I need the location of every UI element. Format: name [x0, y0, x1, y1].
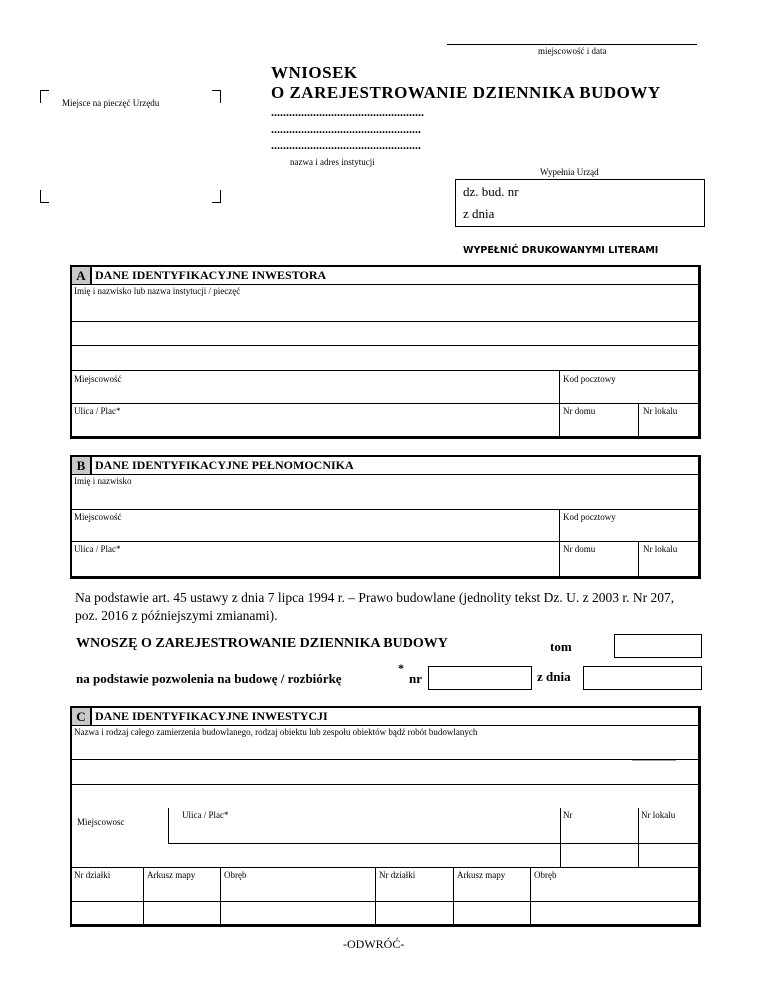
- stamp-corner-tl: [40, 90, 49, 103]
- stamp-label: Miejsce na pieczęć Urzędu: [62, 98, 160, 108]
- office-fill-label: Wypełnia Urząd: [540, 167, 599, 177]
- section-a: [70, 265, 701, 439]
- investment-dots-a: ......................: [632, 754, 676, 763]
- section-c-title: DANE IDENTYFIKACYJNE INWESTYCJI: [95, 709, 328, 723]
- permit-date-label: z dnia: [537, 669, 571, 684]
- section-c: [70, 706, 701, 927]
- investment-city-label: Miejscowosc: [77, 817, 125, 827]
- place-date-label: miejscowość i data: [538, 46, 607, 56]
- office-box-date-label: z dnia: [463, 206, 495, 221]
- form-title-line1: WNIOSEK: [271, 63, 358, 82]
- section-b-letter: B: [72, 457, 92, 475]
- stamp-corner-tr: [212, 90, 221, 103]
- turn-over-note: -ODWRÓĆ-: [343, 937, 405, 951]
- office-box: [455, 179, 705, 227]
- permit-date-field[interactable]: [583, 666, 702, 690]
- investor-city-label: Miejscowość: [74, 374, 122, 384]
- legal-basis-text: Na podstawie art. 45 ustawy z dnia 7 lipca 1994 r. – Prawo budowlane (jednolity tekst Dz. U. z 2003 r. Nr 207, poz. 2016 z późniejszymi zmianami).: [75, 590, 675, 623]
- proxy-postal-label: Kod pocztowy: [563, 512, 616, 522]
- investor-apt-label: Nr lokalu: [643, 406, 678, 416]
- place-date-line: [447, 44, 697, 45]
- investment-nr-label: Nr: [563, 810, 573, 820]
- tom-field[interactable]: [614, 634, 702, 658]
- permit-number-field[interactable]: [428, 666, 532, 690]
- plot-number-label-1: Nr działki: [74, 870, 111, 880]
- section-b-title: DANE IDENTYFIKACYJNE PEŁNOMOCNIKA: [95, 458, 354, 472]
- map-sheet-label-2: Arkusz mapy: [457, 870, 506, 880]
- proxy-street-label: Ulica / Plac*: [74, 544, 121, 554]
- proxy-house-label: Nr domu: [563, 544, 596, 554]
- precinct-label-2: Obręb: [534, 870, 557, 880]
- stamp-corner-bl: [40, 190, 49, 203]
- office-box-number-label: dz. bud. nr: [463, 184, 519, 199]
- institution-dots-2: ..................................................: [271, 122, 421, 136]
- section-c-letter: C: [72, 708, 92, 726]
- investment-apt-label: Nr lokalu: [641, 810, 676, 820]
- permit-asterisk: *: [398, 661, 404, 675]
- permit-label: na podstawie pozwolenia na budowę / rozbiórkę: [76, 671, 342, 686]
- investment-dots-b: ......................: [632, 778, 676, 787]
- print-instruction: WYPEŁNIĆ DRUKOWANYMI LITERAMI: [463, 245, 659, 256]
- proxy-apt-label: Nr lokalu: [643, 544, 678, 554]
- section-b: [70, 455, 701, 579]
- proxy-name-label: Imię i nazwisko: [74, 476, 132, 486]
- proxy-city-label: Miejscowość: [74, 512, 122, 522]
- form-title-line2: O ZAREJESTROWANIE DZIENNIKA BUDOWY: [271, 83, 661, 102]
- institution-dots-1: ...................................................: [271, 105, 424, 119]
- request-heading: WNOSZĘ O ZAREJESTROWANIE DZIENNIKA BUDOWY: [76, 636, 448, 651]
- institution-label: nazwa i adres instytucji: [290, 157, 375, 167]
- investor-street-label: Ulica / Plac*: [74, 406, 121, 416]
- investment-desc-label: Nazwa i rodzaj całego zamierzenia budowlanego, rodzaj obiektu lub zespołu obiektów bądź robót budowlanych: [74, 727, 478, 737]
- section-a-letter: A: [72, 267, 92, 285]
- permit-nr-label: nr: [409, 671, 422, 686]
- institution-dots-3: ..................................................: [271, 138, 421, 152]
- plot-number-label-2: Nr działki: [379, 870, 416, 880]
- section-a-title: DANE IDENTYFIKACYJNE INWESTORA: [95, 268, 327, 282]
- stamp-corner-br: [212, 190, 221, 203]
- investor-name-label: Imię i nazwisko lub nazwa instytucji / pieczęć: [74, 286, 241, 296]
- investment-street-label: Ulica / Plac*: [182, 810, 229, 820]
- tom-label: tom: [550, 639, 572, 654]
- investor-postal-label: Kod pocztowy: [563, 374, 616, 384]
- investor-house-label: Nr domu: [563, 406, 596, 416]
- map-sheet-label-1: Arkusz mapy: [147, 870, 196, 880]
- precinct-label-1: Obręb: [224, 870, 247, 880]
